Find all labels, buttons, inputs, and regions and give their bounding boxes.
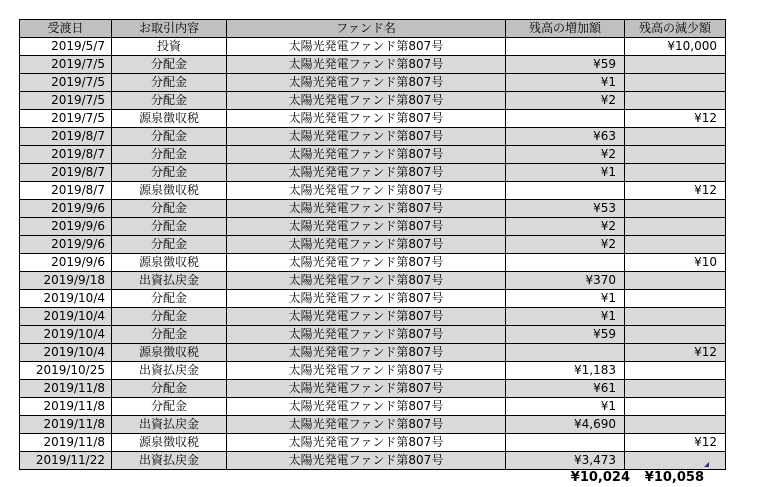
cell-balance-decrease[interactable]: [625, 398, 726, 416]
cell-date[interactable]: 2019/9/6: [20, 218, 112, 236]
cell-balance-decrease[interactable]: ¥12: [625, 344, 726, 362]
cell-transaction-type[interactable]: 分配金: [112, 128, 227, 146]
cell-date[interactable]: 2019/9/6: [20, 254, 112, 272]
table-row: [20, 434, 726, 452]
cell-balance-increase[interactable]: ¥63: [506, 128, 625, 146]
cell-balance-increase[interactable]: ¥370: [506, 272, 625, 290]
total-increase[interactable]: ¥10,024: [570, 470, 630, 485]
cell-balance-increase[interactable]: ¥2: [506, 92, 625, 110]
cell-balance-increase[interactable]: [506, 434, 625, 452]
cell-transaction-type[interactable]: 源泉徴収税: [112, 434, 227, 452]
cell-fund-name[interactable]: 太陽光発電ファンド第807号: [227, 416, 506, 434]
table-row: [20, 308, 726, 326]
total-decrease[interactable]: ¥10,058: [644, 470, 704, 485]
cell-balance-increase[interactable]: ¥1: [506, 74, 625, 92]
cell-transaction-type[interactable]: 分配金: [112, 380, 227, 398]
table-row: [20, 326, 726, 344]
cell-balance-increase[interactable]: [506, 344, 625, 362]
cell-date[interactable]: 2019/7/5: [20, 56, 112, 74]
cell-date[interactable]: 2019/10/4: [20, 326, 112, 344]
cell-transaction-type[interactable]: 分配金: [112, 56, 227, 74]
cell-fund-name[interactable]: 太陽光発電ファンド第807号: [227, 254, 506, 272]
cell-balance-increase[interactable]: ¥1: [506, 290, 625, 308]
cell-transaction-type[interactable]: 分配金: [112, 92, 227, 110]
header-date[interactable]: 受渡日: [20, 20, 112, 38]
cell-date[interactable]: 2019/11/8: [20, 398, 112, 416]
cell-fund-name[interactable]: 太陽光発電ファンド第807号: [227, 308, 506, 326]
cell-balance-decrease[interactable]: [625, 164, 726, 182]
cell-balance-decrease[interactable]: [625, 218, 726, 236]
table-row: [20, 362, 726, 380]
cell-balance-increase[interactable]: ¥59: [506, 326, 625, 344]
table-row: [20, 272, 726, 290]
table-row: [20, 344, 726, 362]
cell-date[interactable]: 2019/11/22: [20, 452, 112, 470]
table-row: [20, 128, 726, 146]
cell-transaction-type[interactable]: 分配金: [112, 398, 227, 416]
table-row: [20, 380, 726, 398]
table-row: [20, 416, 726, 434]
table-row: [20, 290, 726, 308]
table-row: [20, 182, 726, 200]
cell-balance-decrease[interactable]: ¥10,000: [625, 38, 726, 56]
cell-transaction-type[interactable]: 源泉徴収税: [112, 254, 227, 272]
cell-balance-increase[interactable]: ¥1: [506, 308, 625, 326]
cell-transaction-type[interactable]: 分配金: [112, 290, 227, 308]
cell-date[interactable]: 2019/11/8: [20, 434, 112, 452]
cell-date[interactable]: 2019/11/8: [20, 380, 112, 398]
cell-fund-name[interactable]: 太陽光発電ファンド第807号: [227, 452, 506, 470]
cell-transaction-type[interactable]: 分配金: [112, 218, 227, 236]
cell-balance-decrease[interactable]: ¥12: [625, 182, 726, 200]
cell-balance-decrease[interactable]: [625, 56, 726, 74]
cell-balance-increase[interactable]: ¥53: [506, 200, 625, 218]
cell-transaction-type[interactable]: 分配金: [112, 146, 227, 164]
cell-balance-increase[interactable]: ¥2: [506, 236, 625, 254]
table-row: [20, 398, 726, 416]
cell-date[interactable]: 2019/10/4: [20, 290, 112, 308]
cell-transaction-type[interactable]: 出資払戻金: [112, 362, 227, 380]
header-transaction-type[interactable]: お取引内容: [112, 20, 227, 38]
cell-date[interactable]: 2019/8/7: [20, 164, 112, 182]
header-balance-decrease[interactable]: 残高の減少額: [625, 20, 726, 38]
cell-balance-decrease[interactable]: [625, 92, 726, 110]
cell-fund-name[interactable]: 太陽光発電ファンド第807号: [227, 236, 506, 254]
cell-date[interactable]: 2019/8/7: [20, 146, 112, 164]
cell-balance-increase[interactable]: ¥61: [506, 380, 625, 398]
cell-date[interactable]: 2019/9/6: [20, 200, 112, 218]
cell-balance-decrease[interactable]: [625, 362, 726, 380]
cell-fund-name[interactable]: 太陽光発電ファンド第807号: [227, 434, 506, 452]
cell-fund-name[interactable]: 太陽光発電ファンド第807号: [227, 362, 506, 380]
cell-balance-decrease[interactable]: [625, 236, 726, 254]
cell-transaction-type[interactable]: 分配金: [112, 200, 227, 218]
cell-balance-increase[interactable]: ¥1: [506, 164, 625, 182]
cell-balance-decrease[interactable]: [625, 452, 726, 470]
cell-fund-name[interactable]: 太陽光発電ファンド第807号: [227, 110, 506, 128]
table-row: [20, 56, 726, 74]
cell-balance-decrease[interactable]: [625, 326, 726, 344]
table-row: [20, 92, 726, 110]
cell-date[interactable]: 2019/7/5: [20, 74, 112, 92]
cell-balance-decrease[interactable]: ¥10: [625, 254, 726, 272]
table-row: [20, 218, 726, 236]
cell-balance-decrease[interactable]: [625, 128, 726, 146]
cell-balance-decrease[interactable]: [625, 272, 726, 290]
cell-fund-name[interactable]: 太陽光発電ファンド第807号: [227, 218, 506, 236]
cell-date[interactable]: 2019/11/8: [20, 416, 112, 434]
cell-date[interactable]: 2019/5/7: [20, 38, 112, 56]
table-row: [20, 38, 726, 56]
cell-fund-name[interactable]: 太陽光発電ファンド第807号: [227, 92, 506, 110]
cell-balance-decrease[interactable]: [625, 74, 726, 92]
table-row: [20, 74, 726, 92]
cell-balance-decrease[interactable]: [625, 308, 726, 326]
cell-date[interactable]: 2019/10/4: [20, 308, 112, 326]
cell-date[interactable]: 2019/9/6: [20, 236, 112, 254]
cell-balance-increase[interactable]: [506, 110, 625, 128]
header-balance-increase[interactable]: 残高の増加額: [506, 20, 625, 38]
cell-fund-name[interactable]: 太陽光発電ファンド第807号: [227, 344, 506, 362]
cell-transaction-type[interactable]: 出資払戻金: [112, 416, 227, 434]
cell-balance-decrease[interactable]: [625, 290, 726, 308]
cell-fund-name[interactable]: 太陽光発電ファンド第807号: [227, 272, 506, 290]
cell-date[interactable]: 2019/7/5: [20, 92, 112, 110]
table-row: [20, 452, 726, 470]
table-row: [20, 110, 726, 128]
cell-fund-name[interactable]: 太陽光発電ファンド第807号: [227, 398, 506, 416]
cell-balance-increase[interactable]: ¥2: [506, 218, 625, 236]
cell-transaction-type[interactable]: 分配金: [112, 74, 227, 92]
cell-transaction-type[interactable]: 分配金: [112, 236, 227, 254]
cell-fund-name[interactable]: 太陽光発電ファンド第807号: [227, 380, 506, 398]
table-row: [20, 254, 726, 272]
cell-transaction-type[interactable]: 投資: [112, 38, 227, 56]
cell-transaction-type[interactable]: 分配金: [112, 164, 227, 182]
header-fund-name[interactable]: ファンド名: [227, 20, 506, 38]
cell-balance-decrease[interactable]: [625, 200, 726, 218]
cell-balance-decrease[interactable]: [625, 416, 726, 434]
cell-fund-name[interactable]: 太陽光発電ファンド第807号: [227, 290, 506, 308]
cell-balance-increase[interactable]: [506, 254, 625, 272]
cell-transaction-type[interactable]: 分配金: [112, 326, 227, 344]
cell-balance-increase[interactable]: ¥1,183: [506, 362, 625, 380]
cell-transaction-type[interactable]: 分配金: [112, 308, 227, 326]
cell-date[interactable]: 2019/7/5: [20, 110, 112, 128]
cell-balance-increase[interactable]: ¥2: [506, 146, 625, 164]
cell-date[interactable]: 2019/8/7: [20, 128, 112, 146]
cell-fund-name[interactable]: 太陽光発電ファンド第807号: [227, 128, 506, 146]
cell-transaction-type[interactable]: 源泉徴収税: [112, 182, 227, 200]
cell-transaction-type[interactable]: 源泉徴収税: [112, 344, 227, 362]
cell-balance-decrease[interactable]: ¥12: [625, 434, 726, 452]
cell-balance-increase[interactable]: [506, 182, 625, 200]
cell-balance-increase[interactable]: ¥4,690: [506, 416, 625, 434]
transaction-table: [19, 19, 726, 470]
cell-fund-name[interactable]: 太陽光発電ファンド第807号: [227, 146, 506, 164]
cell-fund-name[interactable]: 太陽光発電ファンド第807号: [227, 200, 506, 218]
cell-date[interactable]: 2019/9/18: [20, 272, 112, 290]
table-row: [20, 200, 726, 218]
table-row: [20, 146, 726, 164]
cell-balance-decrease[interactable]: [625, 380, 726, 398]
cell-balance-increase[interactable]: ¥59: [506, 56, 625, 74]
table-row: [20, 236, 726, 254]
cell-balance-increase[interactable]: [506, 38, 625, 56]
cell-date[interactable]: 2019/10/25: [20, 362, 112, 380]
cell-balance-decrease[interactable]: [625, 146, 726, 164]
cell-fund-name[interactable]: 太陽光発電ファンド第807号: [227, 182, 506, 200]
cell-balance-increase[interactable]: ¥1: [506, 398, 625, 416]
cell-fund-name[interactable]: 太陽光発電ファンド第807号: [227, 38, 506, 56]
cell-fund-name[interactable]: 太陽光発電ファンド第807号: [227, 74, 506, 92]
cell-transaction-type[interactable]: 出資払戻金: [112, 452, 227, 470]
table-row: [20, 164, 726, 182]
cell-fund-name[interactable]: 太陽光発電ファンド第807号: [227, 164, 506, 182]
fill-handle-icon: [704, 462, 709, 467]
cell-date[interactable]: 2019/10/4: [20, 344, 112, 362]
cell-balance-decrease[interactable]: ¥12: [625, 110, 726, 128]
cell-fund-name[interactable]: 太陽光発電ファンド第807号: [227, 326, 506, 344]
cell-date[interactable]: 2019/8/7: [20, 182, 112, 200]
cell-balance-increase[interactable]: ¥3,473: [506, 452, 625, 470]
cell-transaction-type[interactable]: 源泉徴収税: [112, 110, 227, 128]
cell-fund-name[interactable]: 太陽光発電ファンド第807号: [227, 56, 506, 74]
cell-transaction-type[interactable]: 出資払戻金: [112, 272, 227, 290]
header-row: [20, 20, 726, 38]
